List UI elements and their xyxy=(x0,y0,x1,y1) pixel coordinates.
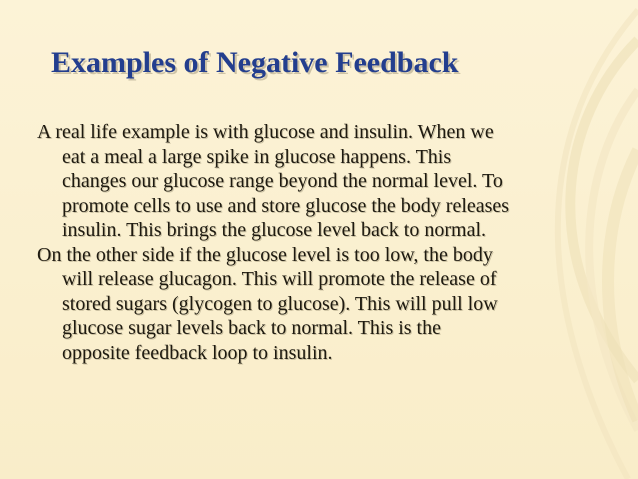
slide-title: Examples of Negative Feedback xyxy=(51,46,459,79)
paragraph-glucagon: On the other side if the glucose level is too low, the body will release glucagon. This will promote the release of stored sugars (glycogen to glucose). This will pull low glucose sugar levels back to normal. This is the opposite feedback loop to insulin. xyxy=(37,243,498,364)
slide-body xyxy=(37,120,609,365)
paragraph-glucose-insulin: A real life example is with glucose and insulin. When we eat a meal a large spike in glucose happens. This changes our glucose range beyond the normal level. To promote cells to use and store glucose the body releases insulin. This brings the glucose level back to normal. xyxy=(37,121,510,241)
